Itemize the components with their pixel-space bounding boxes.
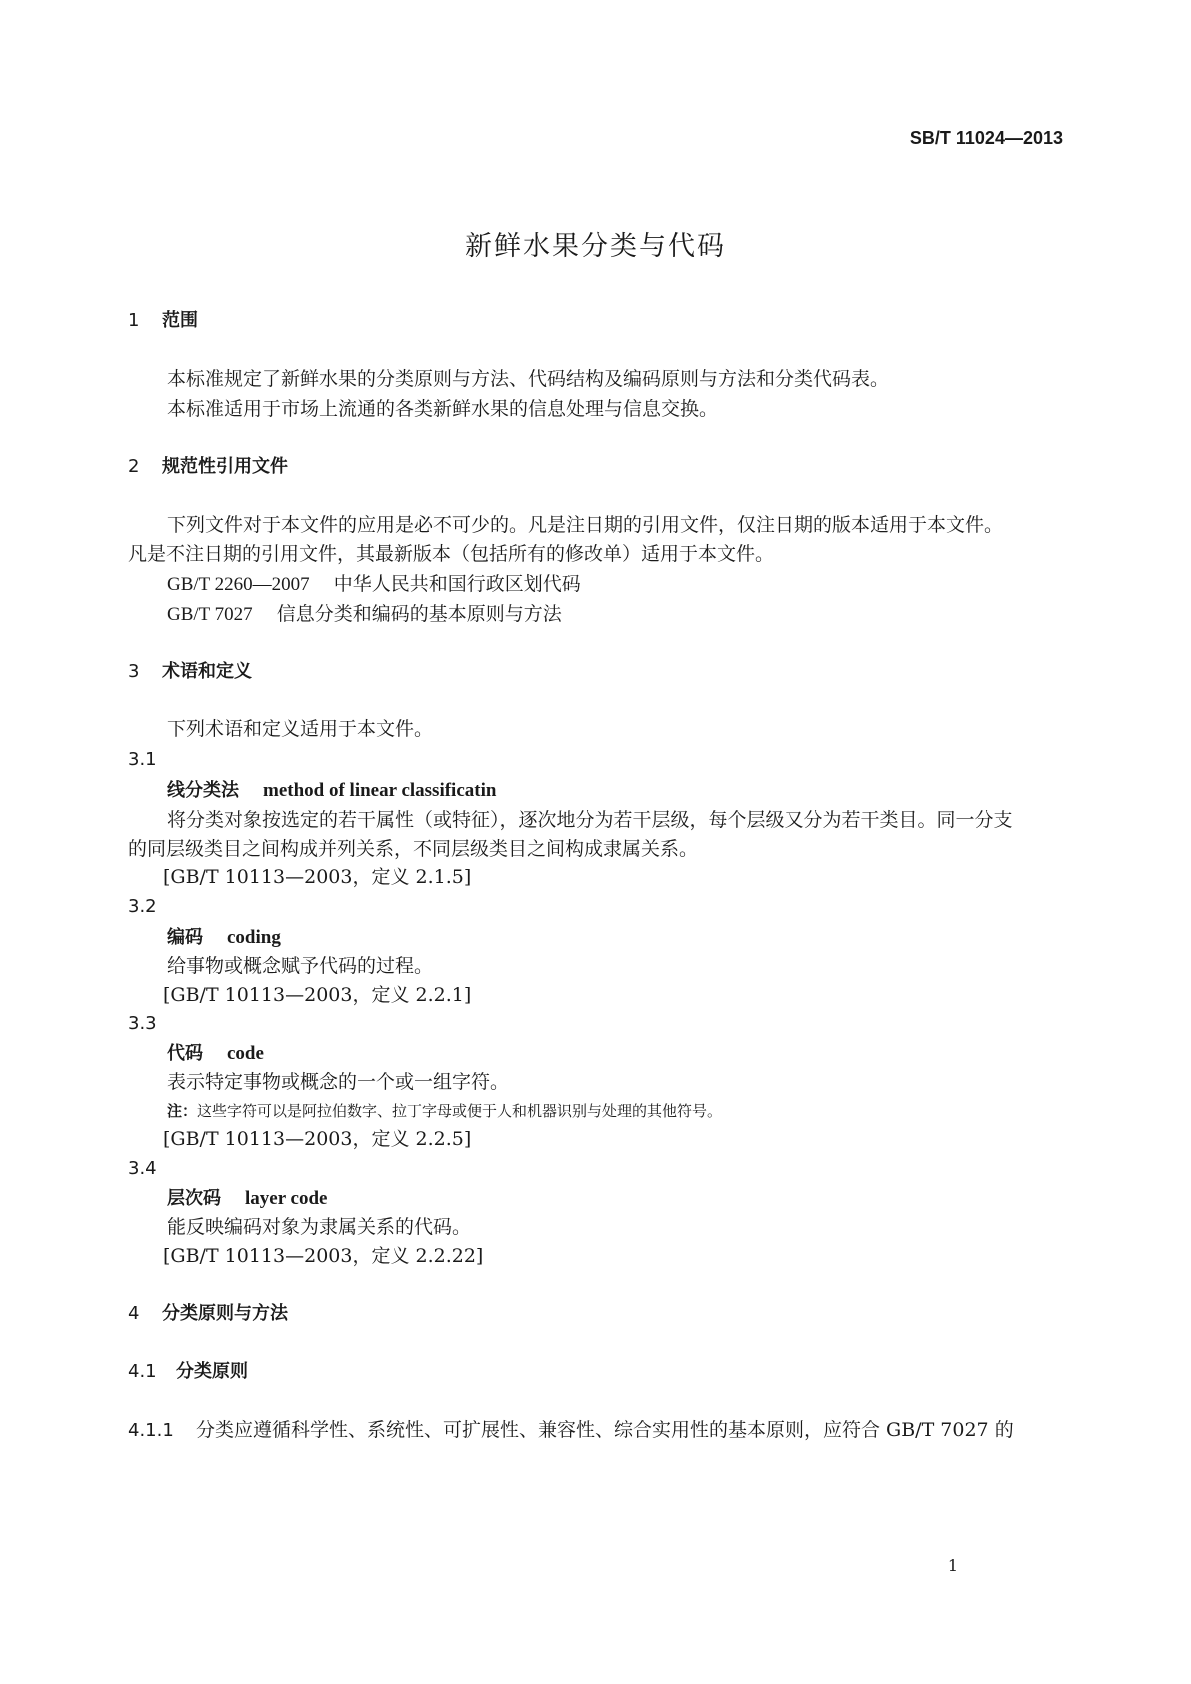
term-definition: 能反映编码对象为隶属关系的代码。 [167, 1216, 472, 1238]
term-cn: 层次码 [167, 1188, 221, 1209]
section-number: 2 [128, 456, 140, 477]
term-heading [167, 928, 281, 947]
standard-number: SB/T 11024—2013 [909, 128, 1063, 148]
term-heading [167, 1189, 328, 1208]
term-cn: 代码 [167, 1043, 203, 1064]
term-source: [GB/T 10113—2003，定义 2.2.5] [163, 1128, 472, 1150]
paragraph: 本标准规定了新鲜水果的分类原则与方法、代码结构及编码原则与方法和分类代码表。 [167, 368, 890, 390]
section-1-heading [128, 312, 198, 330]
section-title: 分类原则与方法 [162, 1303, 288, 1324]
reference-code: GB/T 2260—2007 [167, 574, 310, 595]
term-heading [167, 781, 496, 800]
subsection-number: 4.1 [128, 1361, 157, 1382]
clause-4-1-1 [128, 1421, 1014, 1440]
section-title: 规范性引用文件 [162, 456, 288, 477]
term-number: 3.4 [128, 1158, 157, 1179]
term-en: method of linear classificatin [263, 780, 497, 801]
section-number: 3 [128, 661, 140, 682]
term-definition: 给事物或概念赋予代码的过程。 [167, 955, 434, 977]
term-en: code [227, 1043, 264, 1064]
term-source: [GB/T 10113—2003，定义 2.1.5] [163, 866, 472, 888]
note-label: 注： [167, 1102, 198, 1120]
term-source: [GB/T 10113—2003，定义 2.2.1] [163, 984, 472, 1006]
clause-number: 4.1.1 [128, 1420, 174, 1441]
term-number: 3.2 [128, 896, 157, 917]
paragraph: 下列文件对于本文件的应用是必不可少的。凡是注日期的引用文件，仅注日期的版本适用于本文件。凡是不注日期的引用文件，其最新版本（包括所有的修改单）适用于本文件。 [128, 514, 1004, 566]
term-number: 3.1 [128, 749, 157, 770]
reference-title: 信息分类和编码的基本原则与方法 [276, 603, 562, 625]
section-2-heading [128, 458, 288, 476]
normative-reference [167, 575, 581, 594]
paragraph: 下列术语和定义适用于本文件。 [167, 718, 434, 740]
page-title: 新鲜水果分类与代码 [465, 231, 726, 262]
paragraph: 本标准适用于市场上流通的各类新鲜水果的信息处理与信息交换。 [167, 398, 719, 420]
section-4-heading [128, 1305, 288, 1323]
subsection-4-1-heading [128, 1363, 248, 1381]
term-definition: 表示特定事物或概念的一个或一组字符。 [167, 1071, 510, 1093]
term-cn: 线分类法 [167, 780, 239, 801]
term-cn: 编码 [167, 927, 203, 948]
section-number: 1 [128, 310, 140, 331]
term-definition: 将分类对象按选定的若干属性（或特征），逐次地分为若干层级，每个层级又分为若干类目。同一分支的同层级类目之间构成并列关系，不同层级类目之间构成隶属关系。 [128, 809, 1013, 861]
section-3-heading [128, 663, 252, 681]
term-en: coding [227, 927, 281, 948]
note-text: 这些字符可以是阿拉伯数字、拉丁字母或便于人和机器识别与处理的其他符号。 [197, 1102, 723, 1120]
term-number: 3.3 [128, 1013, 157, 1034]
term-note [167, 1104, 722, 1119]
clause-text: 分类应遵循科学性、系统性、可扩展性、兼容性、综合实用性的基本原则，应符合 GB/T 7027 的 [196, 1419, 1014, 1441]
reference-title: 中华人民共和国行政区划代码 [333, 573, 581, 595]
subsection-title: 分类原则 [176, 1361, 248, 1382]
section-title: 范围 [162, 310, 198, 331]
term-en: layer code [245, 1188, 328, 1209]
section-number: 4 [128, 1303, 140, 1324]
normative-reference [167, 605, 562, 624]
section-title: 术语和定义 [162, 661, 252, 682]
reference-code: GB/T 7027 [167, 604, 253, 625]
term-heading [167, 1044, 264, 1063]
page-number: 1 [947, 1556, 958, 1575]
term-source: [GB/T 10113—2003，定义 2.2.22] [163, 1245, 484, 1267]
